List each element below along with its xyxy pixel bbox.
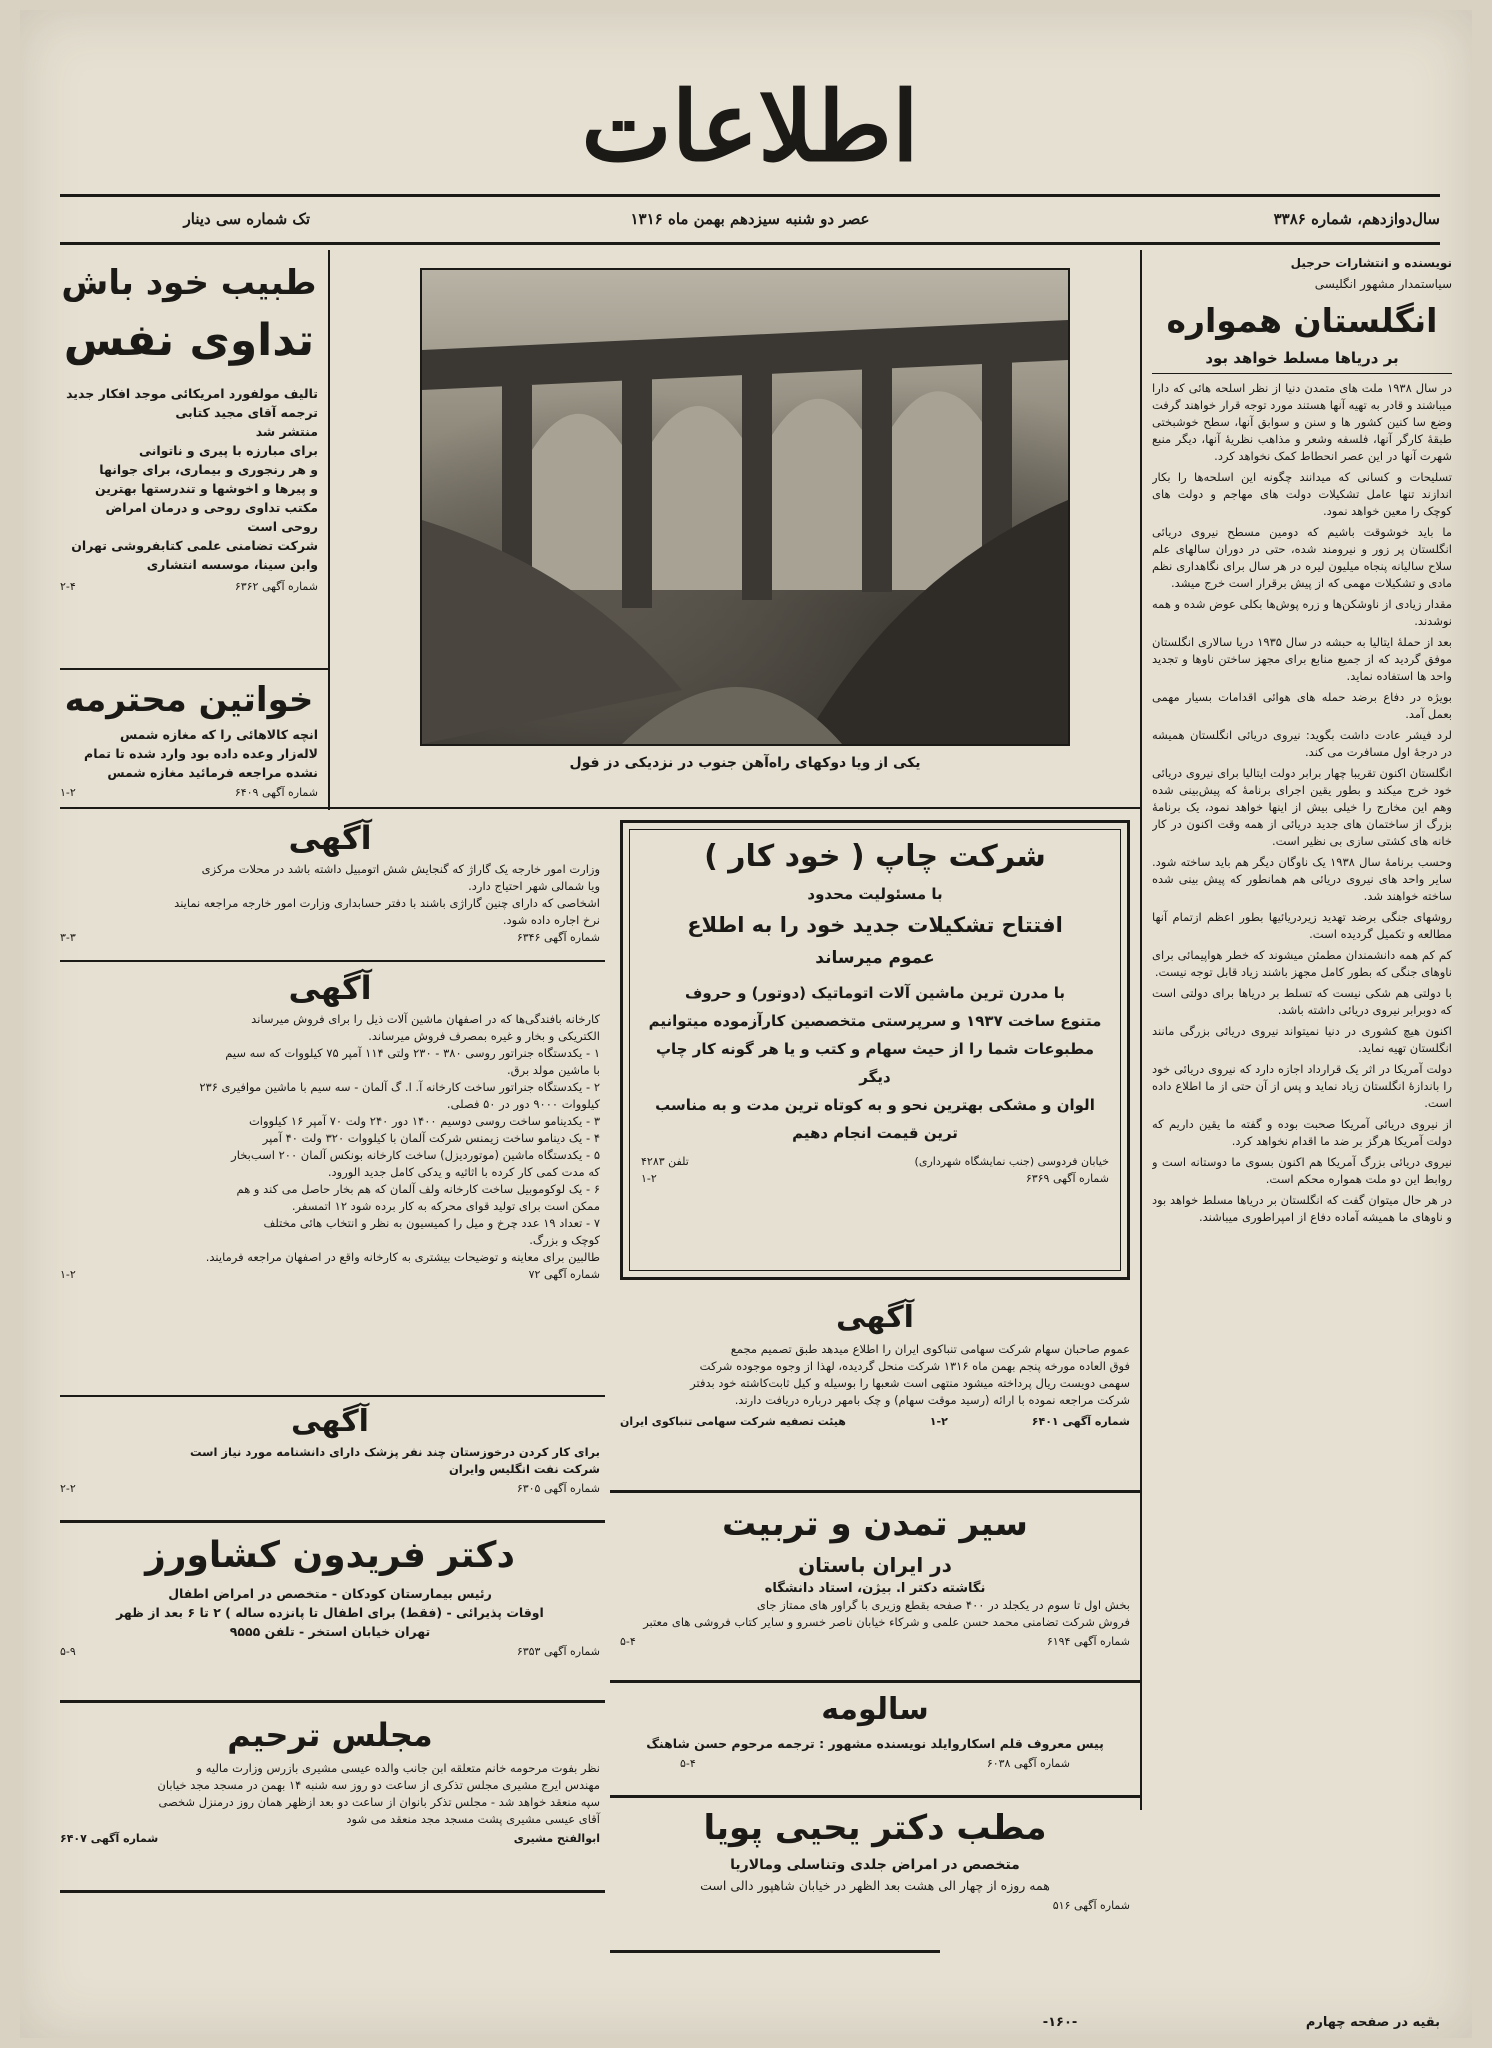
ad-salome-footer: [620, 1757, 1130, 1770]
ad-pouya-line: همه روزه از چهار الی هشت بعد الظهر در خیابان شاهپور دالی است: [700, 1878, 1050, 1893]
ad-line: ۷ - تعداد ۱۹ عدد چرخ و میل را کمیسیون به نظر و انتخاب هائی مختلف: [263, 1216, 600, 1230]
ad-line: شرکت مراجعه نموده با ارائه (رسید موقت سهام) و چک بامهر درباره دریافت دارند.: [734, 1393, 1130, 1407]
ad-ref-code: ۲-۲: [60, 1482, 76, 1495]
ad-shareholders: [620, 1295, 1130, 1495]
page-number: -۱۶۰-: [1042, 2015, 1078, 2030]
ad-line: ۳ - یکدینامو ساخت روسی دوسیم ۱۴۰۰ دور ۲۴۰ ولت ۷۰ آمپر ۱۶ کیلووات: [248, 1114, 600, 1128]
ad-line: مطبوعات شما را از حیث سهام و کتب و یا هر گونه کار چاپ دیگر: [655, 1040, 1095, 1086]
masthead-title: اطلاعات: [581, 70, 919, 183]
ad-garage-title: آگهی: [288, 819, 372, 857]
column-divider-right: [1140, 250, 1142, 1810]
article-paragraph: ما باید خوشوقت باشیم که دومین مسطح نیروی دریائی انگلستان پر زور و نیرومند شده، حتی در دوران سالهای علم سلاح سالیانه پنجاه میلیون لیره در هر سال برای نگاهداری نظم مادی و تشکیلات مهمی که از پیش برقرار است خرج میشد.: [1152, 525, 1452, 590]
article-paragraph: بویژه در دفاع برضد حمله های هوائی اقدامات بسیار مهمی بعمل آمد.: [1152, 690, 1452, 721]
ad-garage: [60, 815, 600, 955]
ad-line: رئیس بیمارستان کودکان - متخصص در امراض اطفال: [168, 1586, 492, 1601]
ad-ref-code: ۳-۳: [60, 931, 76, 944]
ad-oil-body: [60, 1444, 600, 1478]
article-paragraph: لرد فیشر عادت داشت بگوید: نیروی دریائی انگلستان همیشه در درجهٔ اول مسافرت می کند.: [1152, 728, 1452, 759]
ad-ref-code: ۱-۲: [641, 1172, 657, 1185]
ad-line: ۵ - یکدستگاه ماشین (موتوردیزل) ساخت کارخانه بونکس آلمان ۲۰۰ اسب‌بخار: [231, 1148, 600, 1162]
ad-garage-body: [60, 861, 600, 929]
ad-line: برای مبارزه با پیری و ناتوانی: [138, 443, 318, 458]
article-paragraph: با دولتی هم شکی نیست که تسلط بر دریاها برای دولتی است که دوبرابر نیروی دریائی داشته باشد.: [1152, 986, 1452, 1017]
divider: [610, 1680, 1140, 1683]
ad-ref-code: ۵-۴: [680, 1757, 696, 1770]
ad-line: عموم صاحبان سهام شرکت سهامی تنباکوی ایران را اطلاع میدهد طبق تصمیم مجمع: [730, 1342, 1130, 1356]
ad-majles-body: [60, 1760, 600, 1828]
ad-keshavarz-footer: [60, 1645, 600, 1658]
bottom-ornament: [610, 1950, 940, 1953]
ad-line: با مدرن ترین ماشین آلات اتوماتیک (دوتور) و حروف: [684, 984, 1066, 1002]
ad-line: ترجمه آقای مجید کتابی: [175, 405, 318, 420]
ad-ref-code: ۵-۹: [60, 1645, 76, 1658]
divider: [60, 668, 328, 670]
ad-oil-footer: [60, 1482, 600, 1495]
ad-ref: شماره آگهی ۶۴۰۱: [1031, 1415, 1130, 1428]
ad-garage-footer: [60, 931, 600, 944]
divider: [610, 1490, 1140, 1493]
article-author: نویسنده و انتشارات حرجیل: [1290, 256, 1452, 270]
ad-machinery: [60, 965, 600, 1395]
ad-khavatin-footer: [60, 786, 318, 799]
bridge-photo: [420, 268, 1070, 746]
masthead-rule-bottom: [60, 242, 1440, 245]
ad-line: نظر بفوت مرحومه خانم متعلقه ابن جانب والده عیسی مشیری بازرس وزارت مالیه و: [196, 1761, 600, 1775]
ad-shareholders-body: [620, 1341, 1130, 1409]
ad-ref: شماره آگهی ۶۱۹۴: [1046, 1635, 1130, 1648]
ad-tabib-body: [60, 384, 318, 574]
article-paragraph: اکنون هیچ کشوری در دنیا نمیتواند نیروی دریائی بزرگی مانند انگلستان تهیه نماید.: [1152, 1024, 1452, 1055]
article-subhead: بر دریاها مسلط خواهد بود: [1205, 349, 1399, 367]
ad-line: فوق العاده مورخه پنجم بهمن ماه ۱۳۱۶ شرکت منحل گردیده، لهذا از وجوه موجوده شرکت: [699, 1359, 1130, 1373]
ad-line: ۶ - یک لوکوموبیل ساخت کارخانه ولف آلمان که هم بخار حاصل می کند و هم: [236, 1182, 600, 1196]
ad-machinery-body: [60, 1011, 600, 1266]
ad-ref: شماره آگهی ۶۳۵۳: [516, 1645, 600, 1658]
ad-line: ۴ - یک دینامو ساخت زیمنس شرکت آلمان با کیلووات ۳۲۰ ولت ۴۰ آمپر: [262, 1131, 600, 1145]
ad-line: بخش اول تا سوم در یکجلد در ۴۰۰ صفحه بقطع وزیری با گراور های ممتاز جای: [756, 1598, 1130, 1612]
ad-line: نشده مراجعه فرمائید مغازه شمس: [107, 765, 318, 780]
ad-dr-keshavarz: [60, 1528, 600, 1690]
ad-chap-footer: [641, 1172, 1109, 1185]
ad-keshavarz-title: دکتر فریدون کشاورز: [145, 1535, 515, 1576]
ad-line: فروش شرکت تضامنی محمد حسن علمی و شرکاء خیابان ناصر خسرو و سایر کتاب فروشی های معتبر: [643, 1615, 1130, 1629]
england-article: [1152, 255, 1452, 1815]
article-paragraph: تسلیحات و کسانی که میدانند چگونه این اسلحه‌ها را بکار اندازند تنها عامل تشکیلات دولت های مهاجم و دولت های کوچک را معین خواهد نمود.: [1152, 470, 1452, 518]
ad-line: شرکت تضامنی علمی کتابفروشی تهران: [71, 538, 318, 553]
ad-salome-title: سالومه: [821, 1692, 929, 1727]
article-kicker: سیاستمدار مشهور انگلیسی: [1314, 277, 1452, 291]
issue-date: عصر دو شنبه سیزدهم بهمن ماه ۱۳۱۶: [630, 210, 870, 228]
ad-salome: [620, 1686, 1130, 1791]
ad-line: که مدت کمی کار کرده با اثاثیه و یدکی کامل جدید الورود.: [327, 1165, 600, 1179]
ad-pouya-sub: متخصص در امراض جلدی وتناسلی ومالاریا: [730, 1857, 1020, 1873]
ad-ref: شماره آگهی ۶۳۶۹: [1025, 1172, 1109, 1185]
divider: [60, 1395, 605, 1397]
ad-ref: شماره آگهی ۵۱۶: [1052, 1899, 1130, 1912]
ad-khavatin: [60, 675, 318, 810]
ad-line: نرخ اجاره داده شود.: [502, 913, 600, 927]
ad-chap-lead: افتتاح تشکیلات جدید خود را به اطلاع: [687, 913, 1063, 937]
ad-chap-address: خیابان فردوسی (جنب نمایشگاه شهرداری): [914, 1155, 1109, 1168]
article-paragraph: مقدار زیادی از ناوشکن‌ها و زره‌ پوش‌ها بکلی عوض شده و همه نوشدند.: [1152, 597, 1452, 628]
ad-ref: شماره آگهی ۶۰۳۸: [986, 1757, 1070, 1770]
ad-line: الوان و مشکی بهترین نحو و به کوتاه ترین مدت و به مناسب: [655, 1096, 1095, 1114]
column-divider-left-top: [328, 250, 330, 810]
ad-line: آقای عیسی مشیری پشت مسجد مجد منعقد می شود: [346, 1812, 600, 1826]
ad-majles-title: مجلس ترحیم: [227, 1716, 433, 1754]
ad-line: وزارت امور خارجه یک گاراژ که گنجایش شش اتومبیل داشته باشد در محلات مرکزی: [201, 862, 600, 876]
ad-line: شرکت نفت انگلیس وایران: [448, 1462, 600, 1476]
ad-ref-code: ۱-۲: [60, 1268, 76, 1281]
ad-ref: شماره آگهی ۷۲: [528, 1268, 600, 1281]
ad-line: با ماشین مولد برق.: [507, 1063, 600, 1077]
ad-line: وابن سینا، موسسه انتشاری: [146, 557, 318, 572]
photo-caption: یکی از ویا دوکهای راه‌آهن جنوب در نزدیکی دز فول: [569, 755, 921, 771]
ad-line: و هر رنجوری و بیماری، برای جوانها: [99, 462, 318, 477]
bridge-illustration: [422, 270, 1068, 744]
ad-majles: [60, 1710, 600, 1880]
ad-line: سهمی دویست ریال پرداخته میشود منتهی است شعبها را بوسیله و کیل ثابت‌کاشته خود بدفتر: [690, 1376, 1130, 1390]
newspaper-page: [20, 10, 1472, 2038]
ad-ref-code: ۵-۴: [620, 1635, 636, 1648]
bottom-ornament: [60, 1890, 605, 1893]
ad-line: مکتب تداوی روحی و درمان امراض: [105, 500, 318, 515]
ad-seir-title: سیر تمدن و تربیت: [722, 1504, 1028, 1544]
ad-line: متنوع ساخت ۱۹۳۷ و سرپرستی متخصصین کارآزموده میتوانیم: [648, 1012, 1102, 1030]
article-headline: انگلستان همواره: [1166, 301, 1438, 340]
ad-chap-phone: تلفن ۴۲۸۳: [641, 1155, 689, 1168]
article-paragraph: نیروی دریائی بزرگ آمریکا هم اکنون بسوی ما دوستانه است و روابط این دو ملت همواره محکم است.: [1152, 1155, 1452, 1186]
ad-chap-body: [641, 979, 1109, 1147]
ad-chap-title: شرکت چاپ ( خود کار ): [704, 839, 1046, 874]
ad-line: ۲ - یکدستگاه جنراتور ساخت کارخانه آ. ا. گ آلمان - سه سیم با ماشین موافیری ۲۳۶: [199, 1080, 600, 1094]
ad-machinery-title: آگهی: [288, 969, 372, 1007]
ad-ref: شماره آگهی ۶۴۰۷: [60, 1832, 159, 1845]
ad-tabib-subtitle: تداوی نفس: [63, 315, 315, 366]
article-paragraph: انگلستان اکنون تقریبا چهار برابر دولت ایتالیا برای نیروی دریائی خود خرج میکند و بطور یقین اجرای برنامهٔ که پیش‌بینی شده وهم این مخارج را خیلی بیش از اینها خواهد نمود، یک برنامهٔ بزرگ از ساختمان های جدید دریائی از همه وقت اکنون در کار خانه های کشتی سازی بی نظیر است.: [1152, 766, 1452, 848]
article-continued: بقیه در صفحه چهارم: [1305, 2015, 1440, 2030]
article-paragraph: وحسب برنامهٔ سال ۱۹۳۸ یک ناوگان دیگر هم باید ساخته شود. سایر واحد های نیروی دریائی هم همانطور که پیش بینی شده ساخته خواهند شد.: [1152, 855, 1452, 903]
ad-line: انچه کالاهائی را که مغازه شمس: [119, 727, 318, 742]
ad-seir-sub: در ایران باستان: [798, 1553, 952, 1577]
ad-majles-signature: ابوالفتح مشیری: [513, 1832, 600, 1845]
article-paragraph: دولت آمریکا در اثر یک قرارداد اجازه دارد که نیروی دریائی خود را باندازهٔ انگلستان زیاد نماید و پس از آن حتی از ما اطلاع داده است.: [1152, 1062, 1452, 1110]
masthead-rule-top: [60, 194, 1440, 197]
ad-line: ویا شمالی شهر احتیاج دارد.: [468, 879, 600, 893]
ad-seir-book: [620, 1498, 1130, 1673]
ad-dr-pouya: [620, 1802, 1130, 1942]
ad-ref-code: ۱-۲: [60, 786, 76, 799]
divider: [60, 1700, 605, 1703]
ad-machinery-footer: [60, 1268, 600, 1281]
ad-majles-footer: [60, 1832, 600, 1845]
ad-chap-company: [620, 820, 1130, 1280]
ad-line: روحی است: [247, 519, 318, 534]
article-paragraph: کم کم همه دانشمندان مطمئن میشوند که خطر هواپیمائی برای ناوهای جنگی که بطور کامل مجهز باشند زیاد قابل توجه نیست.: [1152, 948, 1452, 979]
ad-line: لاله‌زار وعده داده بود وارد شده تا تمام: [84, 746, 318, 761]
article-paragraph: بعد از حملهٔ ایتالیا به حبشه در سال ۱۹۳۵ دریا سالاری انگلستان موفق گردید که از جمیع منابع برای مجهز ساختن ناوها و تجدید واحد ها استفاده نماید.: [1152, 635, 1452, 683]
ad-line: ۱ - یکدستگاه جنراتور روسی ۳۸۰ - ۲۳۰ ولتی ۱۱۴ آمپر ۷۵ کیلووات که سه سیم: [225, 1046, 600, 1060]
issue-number: سال‌دوازدهم‌، شماره ۳۳۸۶: [1273, 210, 1440, 228]
ad-shareholders-title: آگهی: [836, 1300, 914, 1335]
ad-seir-author: نگاشته دکتر ا. بیژن، استاد دانشگاه: [764, 1581, 986, 1596]
ad-tabib-footer: [60, 580, 318, 593]
ad-line: ترین قیمت انجام دهیم: [792, 1124, 958, 1142]
ad-salome-line: پیس معروف قلم اسکاروایلد نویسنده مشهور : ترجمه مرحوم حسن شاهنگ: [646, 1736, 1104, 1751]
ad-pouya-title: مطب دکتر یحیی پویا: [703, 1808, 1047, 1848]
ad-khavatin-body: [60, 725, 318, 782]
ad-shareholders-footer: [620, 1415, 1130, 1428]
divider: [60, 807, 1140, 809]
ad-chap-sub: با مسئولیت محدود: [807, 885, 943, 903]
ad-khavatin-title: خواتین محترمه: [64, 680, 314, 720]
ad-line: سپه منعقد خواهد شد - مجلس تذکر بانوان از ساعت دو بعد ازظهر همان روز درمنزل شخصی: [158, 1795, 600, 1809]
ad-line: اوقات پذیرائی - (فقط) برای اطفال تا پانزده ساله ) ۲ تا ۶ بعد از ظهر: [116, 1605, 544, 1620]
ad-line: الکتریکی و بخار و غیره بمصرف فروش میرساند.: [368, 1029, 600, 1043]
ad-line: کارخانه بافندگی‌ها که در اصفهان ماشین آلات ذیل را برای فروش میرساند: [251, 1012, 600, 1026]
article-paragraph: از نیروی دریائی آمریکا صحبت بوده و گفته ما یقین داریم که دولت آمریکا هرگز بر ضد ما اقدام نخواهد کرد.: [1152, 1117, 1452, 1148]
ad-line: ممکن است برای تولید قوای محرکه به کار برده شود ۱۲ اتمسفر.: [291, 1199, 600, 1213]
ad-ref-code: ۱-۲: [929, 1415, 948, 1428]
divider: [610, 1795, 1140, 1798]
ad-ref-code: ۲-۴: [60, 580, 76, 593]
ad-keshavarz-body: [60, 1584, 600, 1641]
ad-seir-footer: [620, 1635, 1130, 1648]
ad-line: اشخاصی که دارای چنین گاراژی باشند با دفتر حسابداری وزارت امور خارجه مراجعه نمایند: [174, 896, 600, 910]
ad-chap-lead2: عموم میرساند: [815, 948, 935, 968]
ad-seir-body: [620, 1597, 1130, 1631]
ad-ref: شماره آگهی ۶۳۶۲: [234, 580, 318, 593]
ad-tabib-title: طبیب خود باش: [61, 263, 317, 303]
ad-ref: شماره آگهی ۶۴۰۹: [234, 786, 318, 799]
ad-line: برای کار کردن درخوزستان چند نفر پزشک دارای دانشنامه مورد نیاز است: [189, 1445, 600, 1459]
ad-ref: شماره آگهی ۶۳۴۶: [516, 931, 600, 944]
article-paragraph: در سال ۱۹۳۸ ملت های متمدن دنیا از نظر اسلحه هائی که دارا میباشند و قادر به تهیه آنها هستند مورد توجه قرار خواهند گرفت وضع سا کنین کشور ها و سنن و سوابق آنها، سطح خوشبختی طبقهٔ کارگر آنها، فلسفه وشعر و مذاهب نظریهٔ آنها، دیگر منبع شهرت آنها در این عصر انحطاط کمک نخواهد کرد.: [1152, 381, 1452, 463]
article-rule: [1152, 373, 1452, 374]
ad-line: طالبین برای معاینه و توضیحات بیشتری به کارخانه واقع در اصفهان مراجعه فرمایند.: [205, 1250, 600, 1264]
ad-tabib: [60, 260, 318, 670]
article-paragraph: در هر حال میتوان گفت که انگلستان بر دریاها مسلط خواهد بود و ناوهای ما همیشه آماده دفاع از امپراطوری میباشند.: [1152, 1193, 1452, 1224]
divider: [60, 960, 605, 962]
ad-shareholders-signature: هیئت تصفیه شرکت سهامی تنباکوی ایران: [620, 1415, 846, 1428]
ad-oil-title: آگهی: [291, 1404, 369, 1439]
issue-price: تک شماره سی دینار: [183, 210, 310, 228]
ad-oil-company: [60, 1400, 600, 1515]
ad-line: و پیرها و اخوشها و تندرستها بهترین: [94, 481, 318, 496]
ad-line: کوچک و بزرگ.: [529, 1233, 600, 1247]
article-paragraph: روشهای جنگی برضد تهدید زیردریائیها بطور اعظم ازتمام آنها مطالعه و تکمیل گردیده است.: [1152, 910, 1452, 941]
ad-line: تالیف مولفورد امریکائی موجد افکار جدید: [66, 386, 318, 401]
ad-line: کیلووات ۹۰۰۰ دور در ۵۰ فصلی.: [446, 1097, 600, 1111]
divider: [60, 1520, 605, 1523]
ad-chap-contact: [641, 1155, 1109, 1168]
ad-line: منتشر شد: [255, 424, 318, 439]
article-body: [1152, 380, 1452, 1226]
ad-line: تهران خیابان استخر - تلفن ۹۵۵۵: [229, 1624, 431, 1639]
ad-ref: شماره آگهی ۶۳۰۵: [516, 1482, 600, 1495]
ad-line: مهندس ایرج مشیری مجلس تذکری از ساعت دو روز سه شنبه ۱۴ بهمن در مسجد مجد خیابان: [157, 1778, 600, 1792]
